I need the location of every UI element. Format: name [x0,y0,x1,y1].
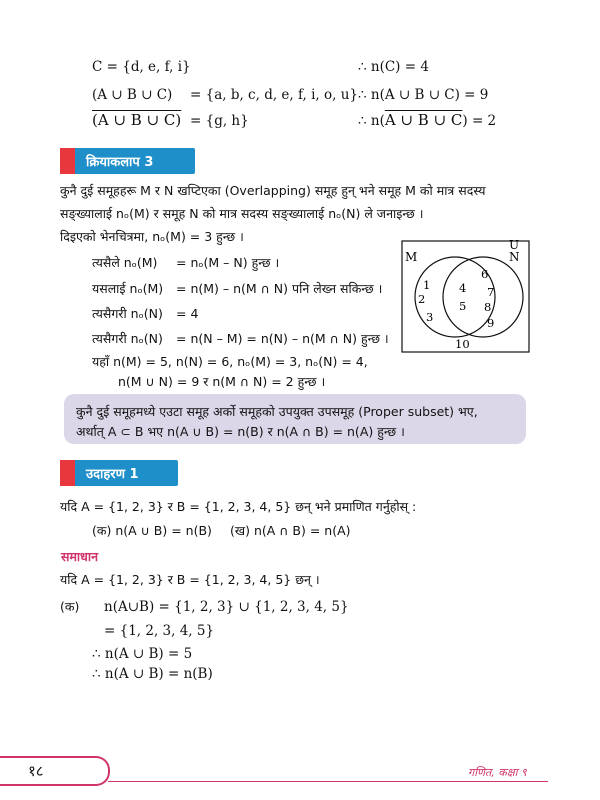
note-line-2: अर्थात् A ⊂ B भए n(A ∪ B) = n(B) र n(A ∩ B) = n(A) हुन्छ । [76,424,405,439]
example-title: उदाहरण 1 [86,467,139,482]
venn-element: 1 [423,278,431,292]
activity-step-3-value: = 4 [176,306,199,321]
set-c-cardinality: ∴ n(C) = 4 [358,59,429,75]
venn-element: 4 [459,281,467,295]
note-line-1: कुनै दुई समूहमध्ये एउटा समूह अर्को समूहको उपयुक्त उपसमूह (Proper subset) भए, [76,404,478,419]
heading-accent [60,460,75,486]
complement-cardinality: ∴ n(A ∪ B ∪ C) = 2 [358,111,497,129]
solution-step-2: = {1, 2, 3, 4, 5} [104,623,215,639]
solution-step-4: ∴ n(A ∪ B) = n(B) [92,666,213,682]
complement-rhs: = {g, h} [190,113,249,129]
solution-step-label: (क) [60,599,80,614]
solution-step-1: n(A∪B) = {1, 2, 3} ∪ {1, 2, 3, 4, 5} [104,599,349,615]
set-m-label: M [405,250,418,264]
activity-step-4-value: = n(N – M) = n(N) – n(M ∩ N) हुन्छ । [176,331,389,346]
activity-step-3-label: त्यसैगरी nₒ(N) [92,306,163,321]
venn-element: 6 [481,267,489,281]
activity-summary-line-2: n(M ∪ N) = 9 र n(M ∩ N) = 2 हुन्छ । [118,374,326,389]
example-part-a: (क) n(A ∪ B) = n(B) [92,523,212,538]
venn-element: 2 [418,292,426,306]
page-number-box [0,756,110,786]
activity-intro-line-2: सङ्ख्यालाई nₒ(M) र समूह N को मात्र सदस्य सङ्ख्यालाई nₒ(N) ले जनाइन्छ । [60,206,424,221]
example-statement: यदि A = {1, 2, 3} र B = {1, 2, 3, 4, 5} छन् भने प्रमाणित गर्नुहोस् : [60,499,417,514]
solution-step-3: ∴ n(A ∪ B) = 5 [92,646,193,662]
footer-rule [108,781,548,782]
activity-given: दिइएको भेनचित्रमा, nₒ(M) = 3 हुन्छ । [60,229,244,244]
activity-heading-bar [60,148,195,174]
venn-element: 5 [459,299,467,313]
solution-label: समाधान [61,549,99,564]
venn-outside-element: 10 [455,337,470,351]
venn-element: 7 [487,285,495,299]
universal-label: U [509,240,520,252]
venn-diagram [401,240,531,354]
activity-step-1-value: = nₒ(M – N) हुन्छ । [176,255,280,270]
activity-step-2-label: यसलाई nₒ(M) [92,281,164,296]
activity-title: क्रियाकलाप 3 [86,155,154,170]
activity-step-1-label: त्यसैले nₒ(M) [92,255,158,270]
footer-book-title: गणित, कक्षा ९ [468,766,527,779]
activity-summary-line-1: यहाँ n(M) = 5, n(N) = 6, nₒ(M) = 3, nₒ(N) = 4, [92,354,368,369]
activity-intro-line-1: कुनै दुई समूहहरू M र N खप्टिएका (Overlapping) समूह हुन् भने समूह M को मात्र सदस्य [60,183,486,198]
example-part-b: (ख) n(A ∩ B) = n(A) [230,523,351,538]
set-c-definition: C = {d, e, f, i} [92,59,191,75]
activity-step-2-value: = n(M) – n(M ∩ N) पनि लेख्न सकिन्छ । [176,281,383,296]
venn-element: 3 [426,310,434,324]
union-lhs: (A ∪ B ∪ C) [92,87,173,103]
complement-lhs: (A ∪ B ∪ C) [92,111,182,129]
page-number: १८ [28,762,44,780]
union-cardinality: ∴ n(A ∪ B ∪ C) = 9 [358,87,489,103]
activity-step-4-label: त्यसैगरी nₒ(N) [92,331,163,346]
venn-element: 9 [487,316,495,330]
example-heading-bar [60,460,178,486]
solution-given: यदि A = {1, 2, 3} र B = {1, 2, 3, 4, 5} छन् । [60,572,320,587]
union-rhs: = {a, b, c, d, e, f, i, o, u} [190,87,358,103]
set-n-label: N [509,250,520,264]
heading-accent [60,148,75,174]
venn-element: 8 [484,300,492,314]
